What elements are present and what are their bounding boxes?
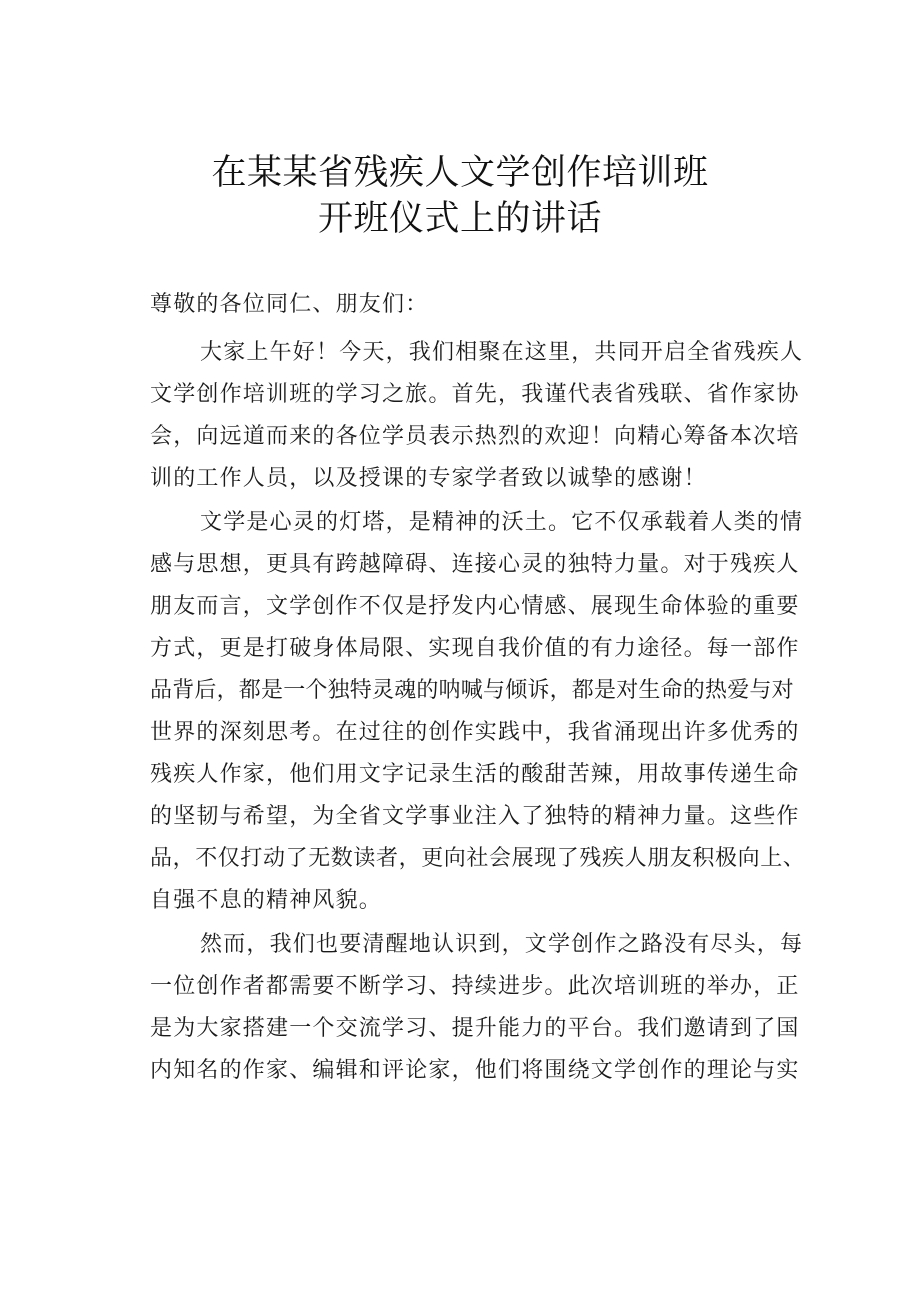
paragraph-line: 内知名的作家、编辑和评论家，他们将围绕文学创作的理论与实 [150, 1058, 800, 1083]
paragraph-line: 文学是心灵的灯塔，是精神的沃土。它不仅承载着人类的情 [200, 510, 804, 535]
paragraph-line: 的坚韧与希望，为全省文学事业注入了独特的精神力量。这些作 [150, 804, 800, 829]
document-title-line-2: 开班仪式上的讲话 [317, 199, 602, 239]
paragraph-line: 方式，更是打破身体局限、实现自我价值的有力途径。每一部作 [150, 636, 800, 661]
paragraph-line: 然而，我们也要清醒地认识到，文学创作之路没有尽头，每 [200, 932, 804, 957]
paragraph-line: 是为大家搭建一个交流学习、提升能力的平台。我们邀请到了国 [150, 1016, 800, 1041]
paragraph-line: 朋友而言，文学创作不仅是抒发内心情感、展现生命体验的重要 [150, 594, 800, 619]
paragraph-line: 会，向远道而来的各位学员表示热烈的欢迎！向精心筹备本次培 [150, 424, 800, 449]
paragraph-line: 品背后，都是一个独特灵魂的呐喊与倾诉，都是对生命的热爱与对 [150, 678, 794, 703]
paragraph-line: 文学创作培训班的学习之旅。首先，我谨代表省残联、省作家协 [150, 382, 800, 407]
paragraph-line: 大家上午好！今天，我们相聚在这里，共同开启全省残疾人 [200, 340, 804, 365]
paragraph-line: 一位创作者都需要不断学习、持续进步。此次培训班的举办，正 [150, 974, 800, 999]
paragraph-line: 品，不仅打动了无数读者，更向社会展现了残疾人朋友积极向上、 [150, 846, 806, 871]
paragraph-line: 自强不息的精神风貌。 [150, 888, 383, 913]
paragraph-line: 训的工作人员，以及授课的专家学者致以诚挚的感谢！ [150, 466, 707, 491]
document-title-line-1: 在某某省残疾人文学创作培训班 [211, 153, 709, 193]
salutation: 尊敬的各位同仁、朋友们： [150, 292, 429, 317]
paragraph-line: 残疾人作家，他们用文字记录生活的酸甜苦辣，用故事传递生命 [150, 762, 800, 787]
paragraph-line: 感与思想，更具有跨越障碍、连接心灵的独特力量。对于残疾人 [150, 552, 800, 577]
paragraph-line: 世界的深刻思考。在过往的创作实践中，我省涌现出许多优秀的 [150, 720, 800, 745]
